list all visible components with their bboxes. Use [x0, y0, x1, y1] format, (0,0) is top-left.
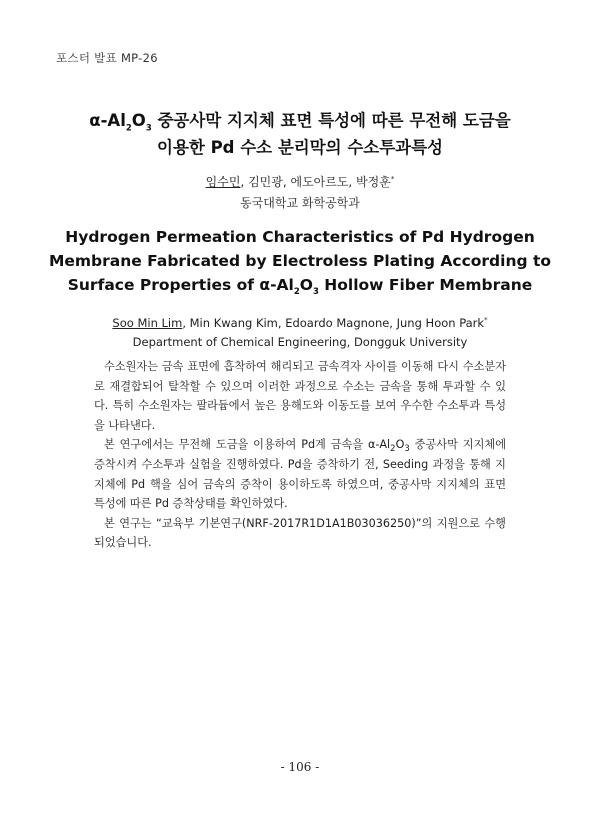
corresponding-mark: *: [484, 316, 488, 325]
abstract-paragraph-3: 본 연구는 “교육부 기본연구(NRF-2017R1D1A1B03036250)”의 지원으로 수행되었습니다.: [94, 516, 506, 550]
korean-authors: [40, 172, 560, 193]
english-authors-block: [40, 314, 560, 352]
korean-title-line1: $\alpha-Al_2O_3$ 중공사막 지지체 표면 특성에 따른 무전해 도금을: [89, 111, 511, 134]
english-title-line1: Hydrogen Permeation Characteristics of Pd Hydrogen: [65, 228, 535, 246]
korean-title: [40, 107, 560, 161]
english-presenting-author: Soo Min Lim: [112, 316, 183, 330]
korean-authors-block: [40, 172, 560, 214]
abstract-paragraph-1: 수소원자는 금속 표면에 흡착하여 해리되고 금속격자 사이를 이동해 다시 수소분자로 재결합되어 탈착할 수 있으며 이러한 과정으로 수소는 금속을 통해 투과할 수 있다. 특히 수소원자는 팔라듐에서 높은 용해도와 이동도를 보여 우수한 수소투과 특성을 나타낸다.: [94, 360, 506, 432]
abstract-paragraph-2: 본 연구에서는 무전해 도금을 이용하여 Pd계 금속을 $\alpha-Al_2O_3$ 중공사막 지지체에 증착시켜 수소투과 실험을 진행하였다. Pd을 증착하기 전, Seeding 과정을 통해 지지체에 Pd 핵을 심어 금속의 증착이 용이하도록 하였으며, 중공사막 지지체의 표면 특성에 따른 Pd 증착상태를 확인하였다.: [94, 438, 506, 511]
corresponding-mark: *: [390, 175, 395, 183]
korean-title-line2: 이용한 Pd 수소 분리막의 수소투과특성: [157, 138, 443, 157]
english-title: [40, 225, 560, 297]
english-title-line3: Surface Properties of $\alpha-Al_2O_3$ Hollow Fiber Membrane: [67, 276, 533, 298]
korean-affiliation: 동국대학교 화학공학과: [240, 196, 360, 210]
korean-coauthors: , 김민광, 에도아르도, 박정훈: [240, 175, 391, 189]
abstract-body: [94, 357, 506, 553]
session-label: 포스터 발표 MP-26: [56, 51, 158, 65]
english-authors: [40, 314, 560, 333]
english-affiliation: Department of Chemical Engineering, Dongguk University: [132, 335, 468, 349]
english-coauthors: , Min Kwang Kim, Edoardo Magnone, Jung Hoon Park: [182, 316, 485, 330]
english-title-line2: Membrane Fabricated by Electroless Plating According to: [48, 252, 552, 270]
korean-presenting-author: 임수민: [205, 175, 241, 189]
page-number: - 106 -: [280, 760, 320, 774]
